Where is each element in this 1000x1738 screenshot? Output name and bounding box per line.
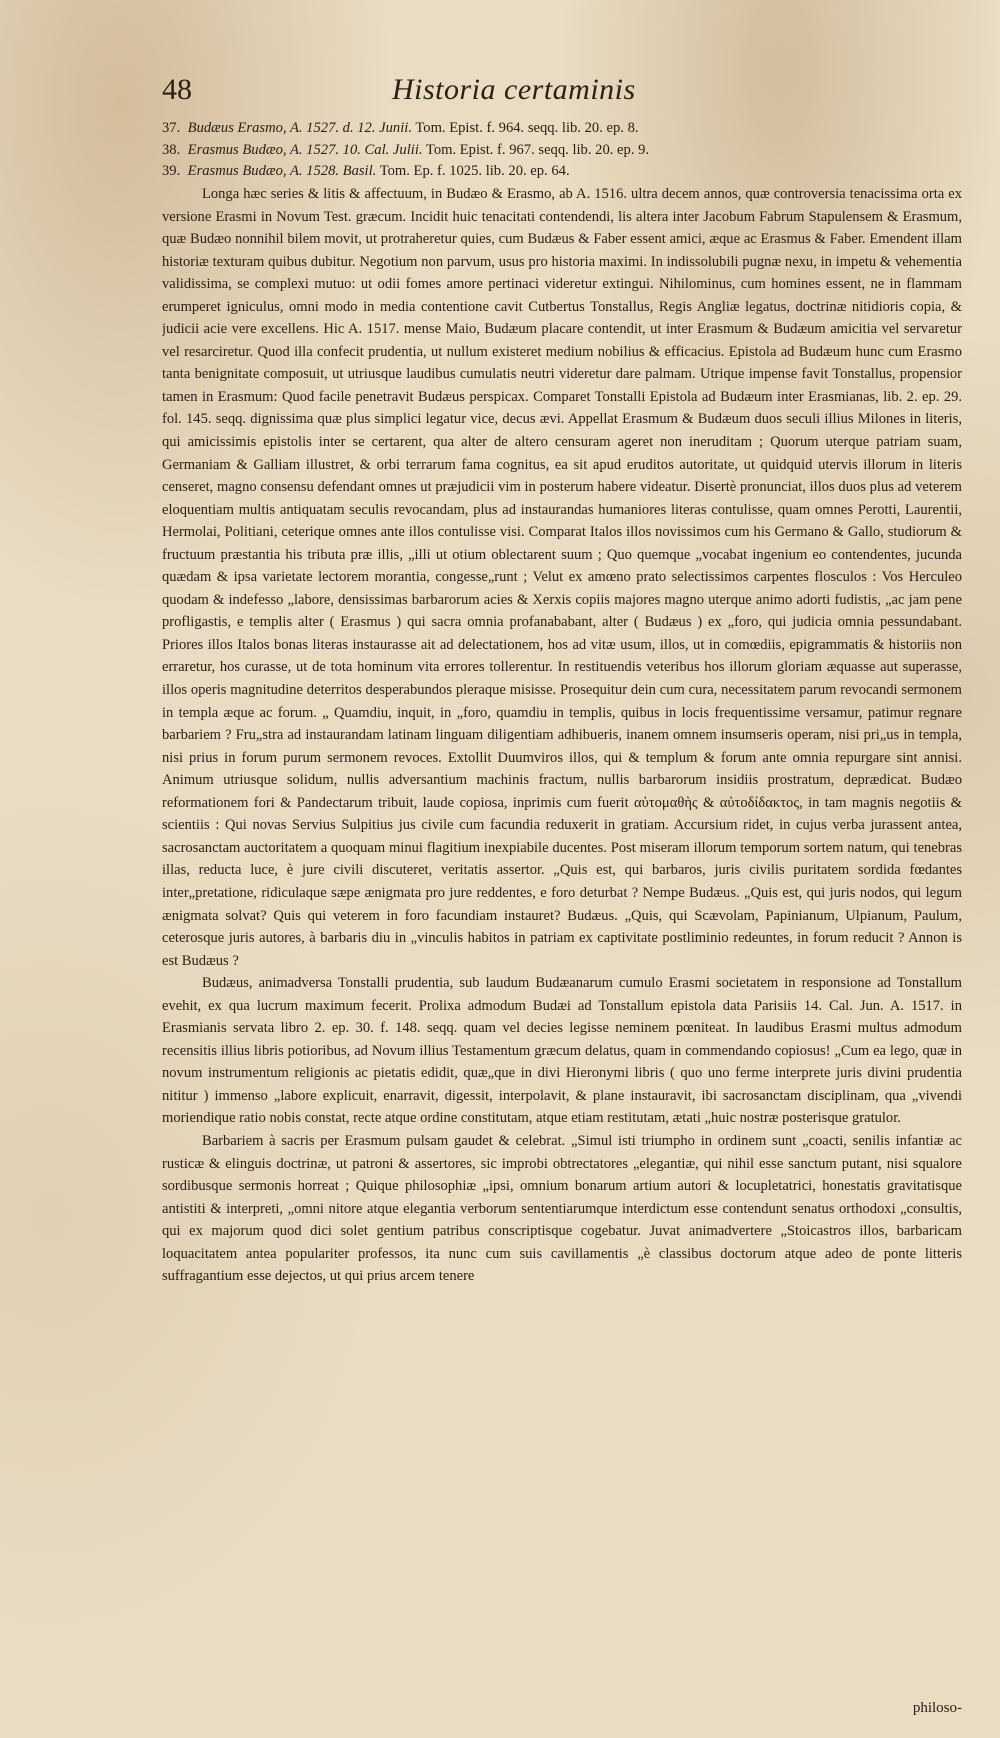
body-text	[162, 183, 962, 1723]
running-title: Historia certaminis	[392, 73, 636, 106]
reference-item: 39. Erasmus Budæo, A. 1528. Basil. Tom. Ep. f. 1025. lib. 20. ep. 64.	[162, 163, 570, 179]
reference-list	[162, 118, 962, 183]
catchword: philoso-	[912, 1700, 962, 1716]
reference-item: 38. Erasmus Budæo, A. 1527. 10. Cal. Julii. Tom. Epist. f. 967. seqq. lib. 20. ep. 9.	[162, 141, 650, 158]
page-header	[162, 72, 962, 112]
paragraph: Budæus, animadversa Tonstalli prudentia, sub laudum Budæanarum cumulo Erasmi societatem in responsione ad Tonstallum evehit, ex qua lucrum maximum fecerit. Prolixa admodum Budæi ad Tonstallum epistola data Parisiis 14. Cal. Jun. A. 1517. in Erasmianis servata libro 2. ep. 30. f. 148. seqq. quam vel decies legisse neminem pœniteat. In laudibus Erasmi multus admodum recensitis illius libris potioribus, ad Novum illius Testamentum græcum delatus, quam in commendando copiosus! „Cum ea lego, quæ in novum instrumentum religionis ac pietatis edidit, quæ„que in divi Hieronymi libris ( quo uno ferme interprete juris divini prudentia nititur ) immenso „labore explicuit, enarravit, digessit, interpolavit, & plane instauravit, ibi sacrosanctam disciplinam, qua „vivendi moriendique ratio nobis constat, recte atque ordine constitutam, atque etiam restitutam, ætati „huic nostræ posterisque gratulor.	[162, 975, 962, 1127]
paragraph: Longa hæc series & litis & affectuum, in Budæo & Erasmo, ab A. 1516. ultra decem annos, quæ controversia tenacissima orta ex versione Erasmi in Novum Test. græcum. Incidit huic tenacitati contendendi, lis altera inter Jacobum Fabrum Stapulensem & Erasmum, quæ Budæo nonnihil bilem movit, ut protraheretur quies, cum Budæus & Faber essent amici, æque ac Erasmus & Faber. Emendent illam historiæ texturam quibus dubitur. Negotium non parvum, usus pro historia maximi. In indissolubili pugnæ nexu, in impetu & vehementia validissima, se complexi mutuo: ut odii fomes amore pertinaci videretur extingui. Nihilominus, cum homines essent, ne in flammam erumperet igniculus, omni modo in media contentione cavit Cutbertus Tonstallus, Regis Angliæ legatus, doctrinæ nitidioris copia, & judicii acie vere excellens. Hic A. 1517. mense Maio, Budæum placare contendit, ut inter Erasmum & Budæum amicitia vel servaretur vel resarciretur. Quod illa confecit prudentia, ut nullum existeret medium nobilius & efficacius. Epistola ad Budæum hunc cum Erasmo tanta benignitate composuit, ut utriusque laudibus cumulatis neutri videretur dare palmam. Utrique impense favit Tonstallus, propensior tamen in Erasmum: Quod facile penetravit Budæus perspicax. Comparet Tonstalli Epistola ad Budæum inter Erasmianas, lib. 2. ep. 29. fol. 145. seqq. dignissima quæ plus simplici legatur vice, decus ævi. Appellat Erasmum & Budæum duos seculi illius Milones in literis, qui amicissimis epistolis inter se certarent, qua alter de altero censuram ageret non ineruditam ; Quorum uterque patriam suam, Germaniam & Galliam illustret, & orbi terrarum fama cognitus, ea sit apud eruditos autoritate, ut quidquid utervis illorum in literis censeret, magno consensu defendant omnes ut præjudicii vim in posterum habere videatur. Disertè pronunciat, illos duos plus ad veterem eloquentiam multis antiquatam seculis revocandam, plus ad instaurandas humaniores literas contulisse, quam omnes Perotti, Laurentii, Hermolai, Politiani, ceterique omnes ante illos contulisse visi. Comparat Italos illos novissimos cum his Germano & Gallo, studiorum & fructuum præstantia his tributa præ illis, „illi ut otium oblectarent suum ; Quo quemque „vocabat ingenium eo contendentes, jucunda quædam & ipsa varietate lectorem morantia, congesse„runt ; Velut ex amœno prato selectissimos carpentes flosculos : Vos Herculeo quodam & indefesso „labore, densissimas barbarorum acies & Xerxis copiis majores magno uterque animo adorti fudistis, „ac jam pene profligastis, e templis alter ( Erasmus ) qui sacra omnia profanababant, alter ( Budæus ) ex „foro, qui judicia omnia pessundabant. Priores illos Italos bonas literas instaurasse ait ad delectationem, hos ad vitæ usum, illos, ut in comœdiis, epigrammatis & historiis non erraretur, hos curasse, ut de tota hominum vita errores tollerentur. In restituendis veteribus hos illorum gloriam æquasse aut superasse, illos operis magnitudine deterritos desperabundos pleraque misisse. Prosequitur dein cum cura, necessitatem parum revocandi sermonem in templa æque ac forum. „ Quamdiu, inquit, in „foro, quamdiu in templis, quibus in locis frequentissime versamur, patimur regnare barbariem ? Fru„stra ad instaurandam latinam linguam diligentiam adhibueris, inanem omnem insumseris operam, nisi pri„us in templa, nisi prius in forum purum sermonem revoces. Extollit Duumviros illos, qui & templum & forum ante omnia repurgare sint annisi. Animum utriusque solidum, nullis adversantium machinis fractum, nullis barbarorum insidiis prostratum, deprædicat. Budæo reformationem fori & Pandectarum tribuit, laude copiosa, inprimis cum fuerit αὐτομαθὴς & αὐτοδίδακτος, in tam magnis negotiis & scientiis : Qui novas Servius Sulpitius jus civile cum facundia reduxerit in gratiam. Accursium ridet, in cujus verba jurassent antea, sacrosanctam auctoritatem a quoquam minui flagitium inexpiabile ducentes. Post miseram illorum temporum sortem natum, qui tenebras illas, reducta luce, è jure civili discuteret, veritatis assertor. „Quis est, qui barbaros, juris civilis puritatem sordida fœdantes inter„pretatione, ridiculaque sæpe ænigmata pro jure reddentes, e foro deturbat ? Nempe Budæus. „Quis est, qui juris nodos, qui legum ænigmata solvat? Quis qui veterem in foro facundiam instauret? Budæus. „Quis, qui Scævolam, Papinianum, Ulpianum, Paulum, ceterosque juris autores, à barbaris diu in „vinculis habitos in patriam ex captivitate postliminio redeuntes, in forum reducit ? Annon is est Budæus ?	[162, 186, 962, 969]
reference-item: 37. Budæus Erasmo, A. 1527. d. 12. Junii. Tom. Epist. f. 964. seqq. lib. 20. ep. 8.	[162, 120, 639, 136]
paragraph: Barbariem à sacris per Erasmum pulsam gaudet & celebrat. „Simul isti triumpho in ordinem sunt „coacti, senilis infantiæ ac rusticæ & elinguis doctrinæ, ut patroni & assertores, sic improbi obtrectatores „elegantiæ, qui nihil esse sanctum putant, nisi squalore sordibusque sermonis horreat ; Quique philosophiæ „ipsi, omnium bonarum artium autori & locupletatrici, honestatis gravitatisque antistiti & interpreti, „omni nitore atque elegantia verborum sententiarumque interdictum esse contendunt senatus orthodoxi „consultis, qui ex majorum quod dici solet gentium patribus conscriptisque cogebatur. Juvat animadvertere „Stoicastros illos, barbaricam loquacitatem antea populariter professos, ita nunc cum suis cavillamentis „è classibus doctorum atque adeo de ponte litteris suffragantium esse dejectos, ut qui prius arcem tenere	[162, 1132, 962, 1285]
page-number: 48	[162, 73, 192, 106]
